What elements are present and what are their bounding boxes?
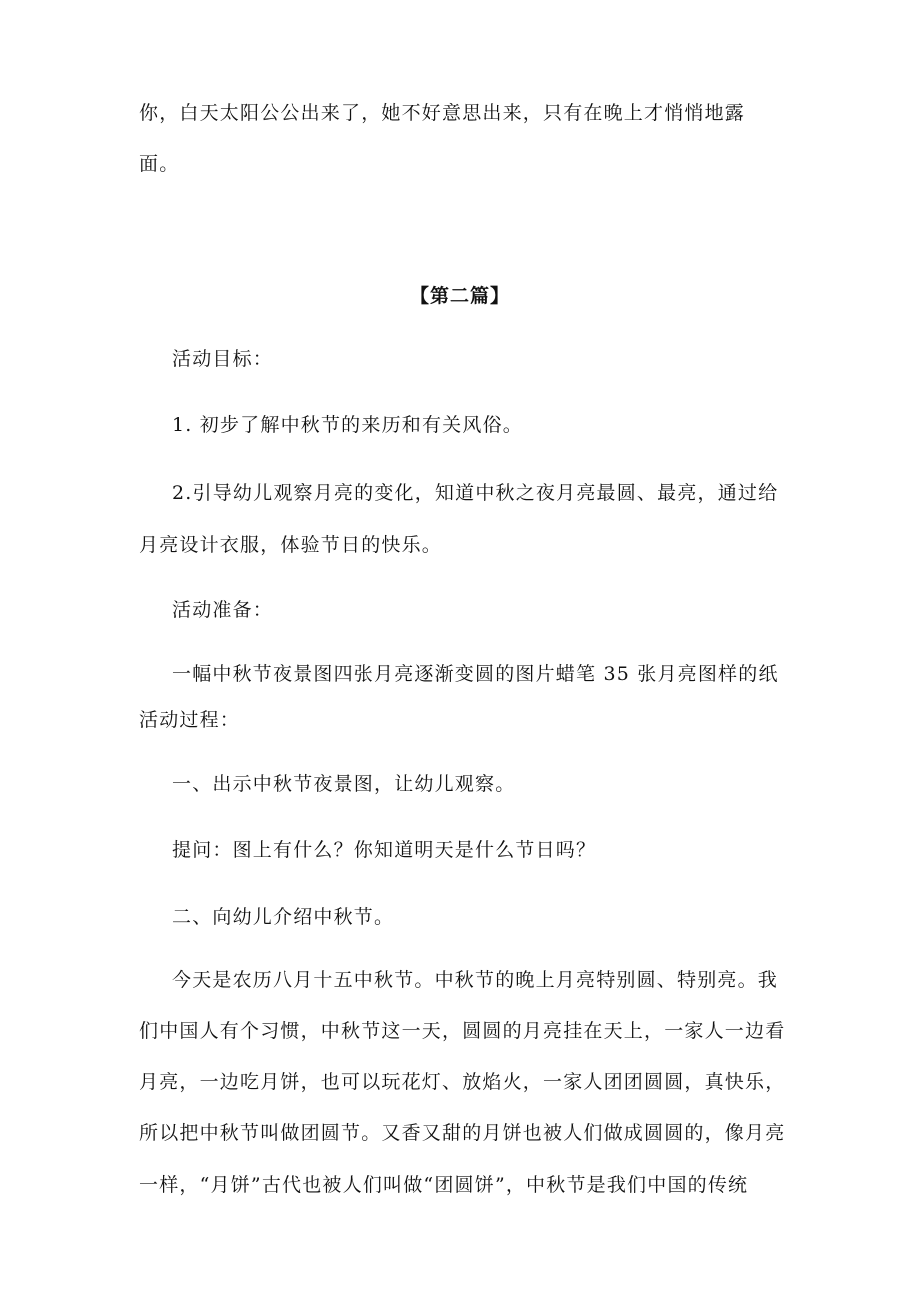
intro-paragraph-line: 所以把中秋节叫做团圆节。又香又甜的月饼也被人们做成圆圆的，像月亮 xyxy=(139,1122,786,1144)
paragraph-line: 你，白天太阳公公出来了，她不好意思出来，只有在晚上才悄悄地露 xyxy=(139,102,746,124)
goal-heading: 活动目标： xyxy=(172,348,274,370)
intro-paragraph-line: 一样，“月饼”古代也被人们叫做“团圆饼”，中秋节是我们中国的传统 xyxy=(139,1174,749,1196)
goal-item-2-line: 2.引导幼儿观察月亮的变化，知道中秋之夜月亮最圆、最亮，通过给 xyxy=(172,482,779,504)
section-title: 【第二篇】 xyxy=(409,285,510,307)
goal-item-1: 1. 初步了解中秋节的来历和有关风俗。 xyxy=(172,414,523,436)
intro-paragraph-line: 们中国人有个习惯，中秋节这一天，圆圆的月亮挂在天上，一家人一边看 xyxy=(139,1020,786,1042)
intro-paragraph-line: 今天是农历八月十五中秋节。中秋节的晚上月亮特别圆、特别亮。我 xyxy=(172,969,779,991)
paragraph-line: 面。 xyxy=(139,153,180,175)
prep-text: 一幅中秋节夜景图四张月亮逐渐变圆的图片蜡笔 35 张月亮图样的纸 xyxy=(172,663,779,685)
step-2: 二、向幼儿介绍中秋节。 xyxy=(172,906,395,928)
goal-item-2-line: 月亮设计衣服，体验节日的快乐。 xyxy=(139,534,443,556)
question: 提问：图上有什么？你知道明天是什么节日吗？ xyxy=(172,839,597,861)
process-heading: 活动过程： xyxy=(139,709,241,731)
prep-heading: 活动准备： xyxy=(172,599,274,621)
step-1: 一、出示中秋节夜景图，让幼儿观察。 xyxy=(172,773,516,795)
intro-paragraph-line: 月亮，一边吃月饼，也可以玩花灯、放焰火，一家人团团圆圆，真快乐， xyxy=(139,1071,786,1093)
